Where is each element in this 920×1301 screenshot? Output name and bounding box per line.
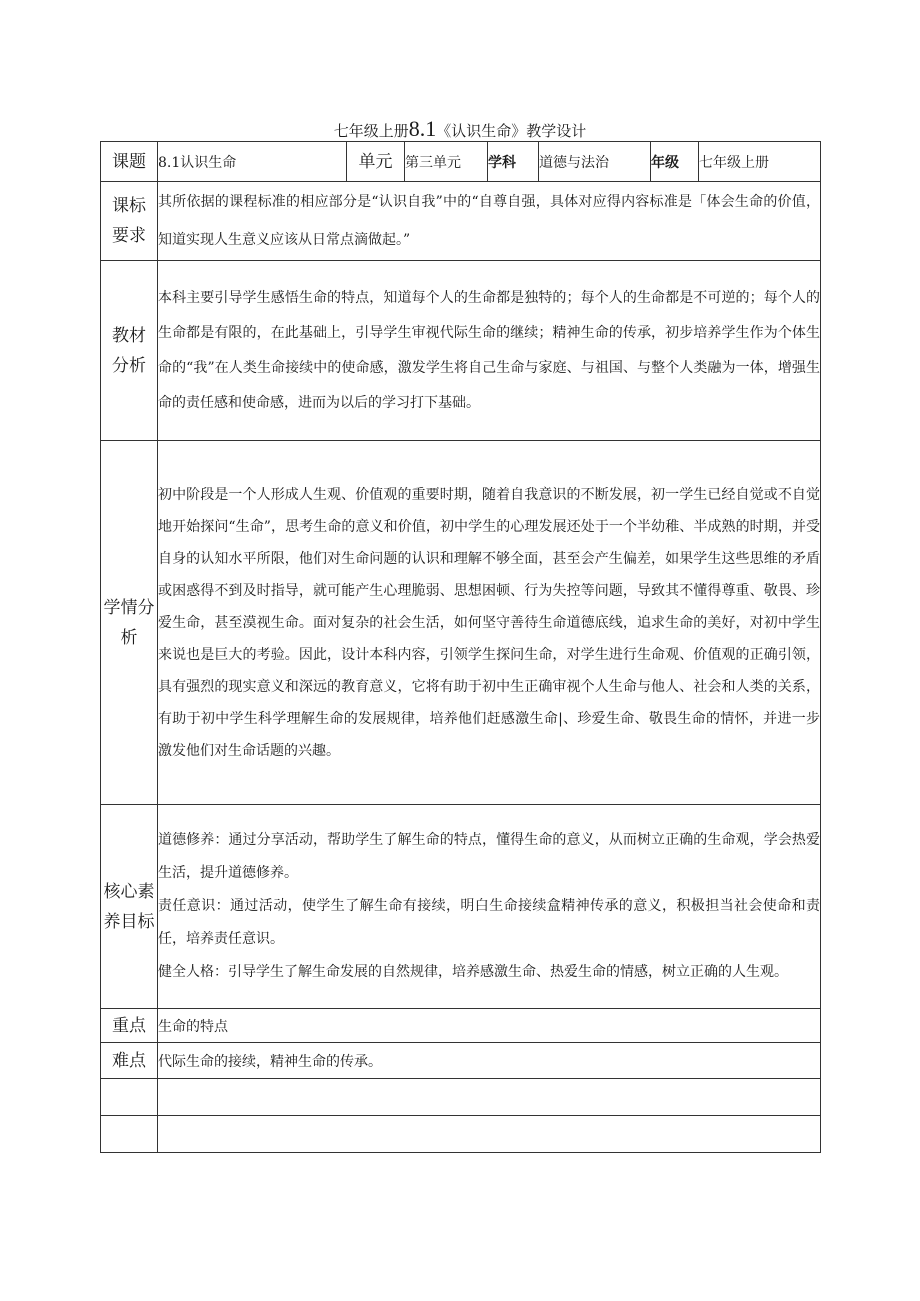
textbook-row	[101, 261, 821, 441]
standard-label-line1: 课标	[112, 196, 146, 216]
literacy-personality: 健全人格：引导学生了解生命发展的自然规律，培养感激生命、热爱生命的情感，树立正确的人生观。	[158, 964, 788, 980]
title-suffix: 《认识生命》教学设计	[436, 122, 587, 140]
label-topic: 课题	[101, 142, 158, 182]
subject-value: 道德与法治	[539, 142, 651, 182]
label-subject: 学科	[488, 142, 539, 182]
literacy-label	[101, 805, 158, 1009]
difficulty-row	[101, 1043, 821, 1079]
key-point-text: 生命的特点	[158, 1009, 821, 1043]
literacy-text	[158, 805, 821, 1009]
lesson-plan-table	[100, 141, 821, 1153]
standard-label	[101, 182, 158, 261]
document-title	[0, 116, 920, 142]
title-number: 8.1	[408, 116, 437, 141]
empty-label-cell	[101, 1079, 158, 1116]
standard-label-line2: 要求	[112, 226, 146, 246]
header-row	[101, 142, 821, 182]
standard-row	[101, 182, 821, 261]
empty-label-cell	[101, 1116, 158, 1153]
textbook-text: 本科主要引导学生感悟生命的特点，知道每个人的生命都是独特的；每个人的生命都是不可逆的；每个人的生命都是有限的，在此基础上，引导学生审视代际生命的继续；精神生命的传承，初步培养学生作为个体生命的“我”在人类生命接续中的使命感，激发学生将自己生命与家庭、与祖国、与整个人类融为一体，增强生命的责任感和使命感，进而为以后的学习打下基础。	[158, 261, 821, 441]
label-unit: 单元	[347, 142, 405, 182]
label-grade: 年级	[651, 142, 699, 182]
literacy-row	[101, 805, 821, 1009]
literacy-label-line1: 核心素	[103, 881, 155, 902]
literacy-responsibility: 责任意识：通过活动，使学生了解生命有接续，明白生命接续盒精神传承的意义，积极担当社会使命和责任，培养责任意识。	[158, 898, 820, 947]
key-point-label: 重点	[101, 1009, 158, 1043]
topic-value: 8.1认识生命	[158, 142, 347, 182]
empty-content-cell	[158, 1116, 821, 1153]
literacy-label-line2: 养目标	[103, 911, 155, 932]
textbook-label-line1: 教材	[112, 325, 146, 346]
learners-label	[101, 441, 158, 805]
learners-label-line2: 析	[120, 627, 138, 648]
empty-row	[101, 1116, 821, 1153]
difficulty-text: 代际生命的接续，精神生命的传承。	[158, 1043, 821, 1079]
difficulty-label: 难点	[101, 1043, 158, 1079]
grade-value: 七年级上册	[699, 142, 821, 182]
key-point-row	[101, 1009, 821, 1043]
textbook-label-line2: 分析	[112, 355, 146, 376]
empty-row	[101, 1079, 821, 1116]
textbook-label	[101, 261, 158, 441]
learners-label-line1: 学情分	[103, 597, 155, 618]
empty-content-cell	[158, 1079, 821, 1116]
learners-text: 初中阶段是一个人形成人生观、价值观的重要时期，随着自我意识的不断发展，初一学生已经自觉或不自觉地开始探问“生命”，思考生命的意义和价值，初中学生的心理发展还处于一个半幼稚、半成熟的时期，并受自身的认知水平所限，他们对生命问题的认识和理解不够全面，甚至会产生偏差，如果学生这些思维的矛盾或困惑得不到及时指导，就可能产生心理脆弱、思想困顿、行为失控等问题，导致其不懂得尊重、敬畏、珍爱生命，甚至漠视生命。面对复杂的社会生活，如何坚守善待生命道德底线，追求生命的美好，对初中学生来说也是巨大的考验。因此，设计本科内容，引领学生探问生命，对学生进行生命观、价值观的正确引领，具有强烈的现实意义和深远的教育意义，它将有助于初中生正确审视个人生命与他人、社会和人类的关系，有助于初中学生科学理解生命的发展规律，培养他们赶感激生命|、珍爱生命、敬畏生命的情怀，并进一步激发他们对生命话题的兴趣。	[158, 441, 821, 805]
literacy-moral: 道德修养：通过分享活动，帮助学生了解生命的特点，懂得生命的意义，从而树立正确的生命观，学会热爱生活，提升道德修养。	[158, 832, 820, 881]
unit-value: 第三单元	[405, 142, 488, 182]
standard-text: 其所依据的课程标准的相应部分是“认识自我”中的“自尊自强，具体对应得内容标准是「体会生命的价值，知道实现人生意义应该从日常点滴做起。”	[158, 182, 821, 261]
title-prefix: 七年级上册	[333, 122, 409, 140]
learners-row	[101, 441, 821, 805]
